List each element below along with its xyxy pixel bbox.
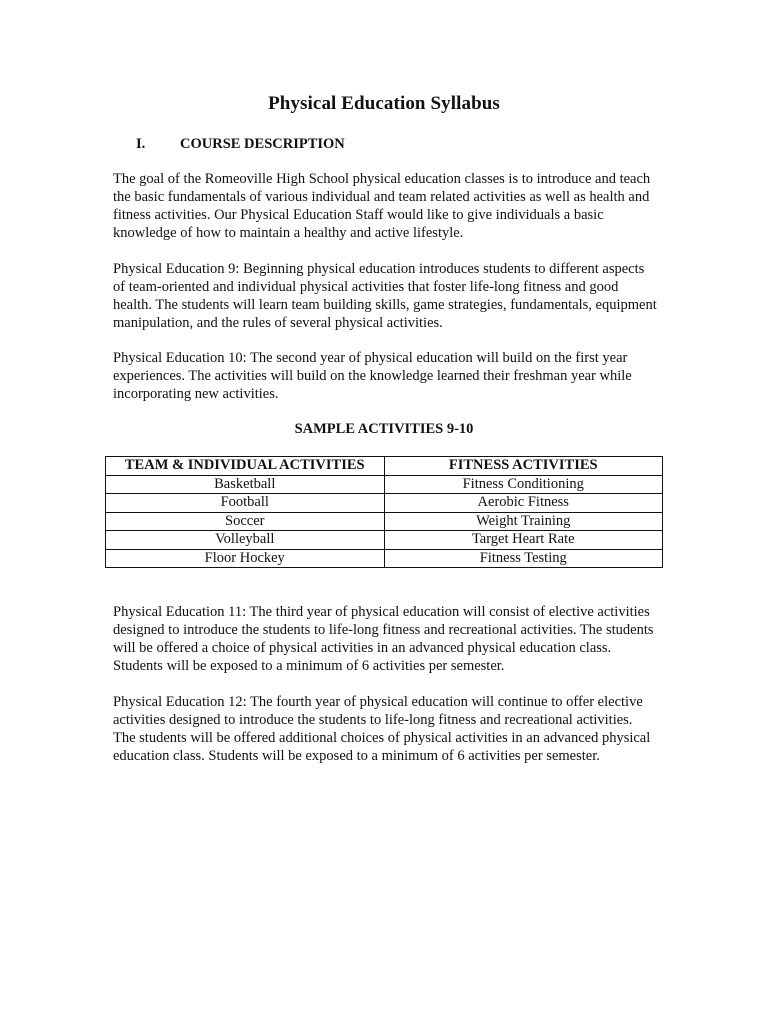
table-row (106, 512, 663, 531)
table-row (106, 475, 663, 494)
table-header-fitness: FITNESS ACTIVITIES (384, 457, 663, 476)
table-cell: Target Heart Rate (384, 531, 663, 550)
course-goal-paragraph: The goal of the Romeoville High School physical education classes is to introduce and teach the basic fundamentals of various individual and team related activities as well as health and fitness activities. Our Physical Education Staff would like to give individuals a basic knowledge of how to maintain a healthy and active lifestyle. (113, 171, 651, 241)
table-cell: Basketball (106, 475, 385, 494)
table-row (106, 494, 663, 513)
section-heading (136, 136, 345, 153)
activities-table (105, 456, 663, 568)
pe10-paragraph: Physical Education 10: The second year of physical education will build on the first year experiences. The activities will build on the knowledge learned their freshman year while incorporating new activities. (113, 350, 632, 402)
table-row (106, 531, 663, 550)
table-cell: Soccer (106, 512, 385, 531)
table-row (106, 549, 663, 568)
pe12-paragraph: Physical Education 12: The fourth year of physical education will continue to offer elective activities designed to introduce the students to life-long fitness and recreational activities. The students will be offered additional choices of physical activities in an advanced physical education class. Students will be exposed to a minimum of 6 activities per semester. (113, 694, 651, 764)
table-cell: Floor Hockey (106, 549, 385, 568)
pe11-paragraph: Physical Education 11: The third year of physical education will consist of elective activities designed to introduce the students to life-long fitness and recreational activities. The students will be offered a choice of physical activities in an advanced physical education class. Students will be exposed to a minimum of 6 activities per semester. (113, 604, 654, 674)
pe9-paragraph: Physical Education 9: Beginning physical education introduces students to different aspects of team-oriented and individual physical activities that foster life-long fitness and good health. The students will learn team building skills, game strategies, fundamentals, equipment manipulation, and the rules of several physical activities. (113, 261, 657, 331)
table-cell: Volleyball (106, 531, 385, 550)
document-title: Physical Education Syllabus (268, 93, 500, 114)
table-cell: Weight Training (384, 512, 663, 531)
table-title: SAMPLE ACTIVITIES 9-10 (294, 421, 474, 437)
table-cell: Aerobic Fitness (384, 494, 663, 513)
table-header-row (106, 457, 663, 476)
section-heading-text: COURSE DESCRIPTION (180, 136, 345, 152)
table-cell: Football (106, 494, 385, 513)
table-header-team: TEAM & INDIVIDUAL ACTIVITIES (106, 457, 385, 476)
table-cell: Fitness Conditioning (384, 475, 663, 494)
table-cell: Fitness Testing (384, 549, 663, 568)
section-numeral: I. (136, 136, 146, 152)
